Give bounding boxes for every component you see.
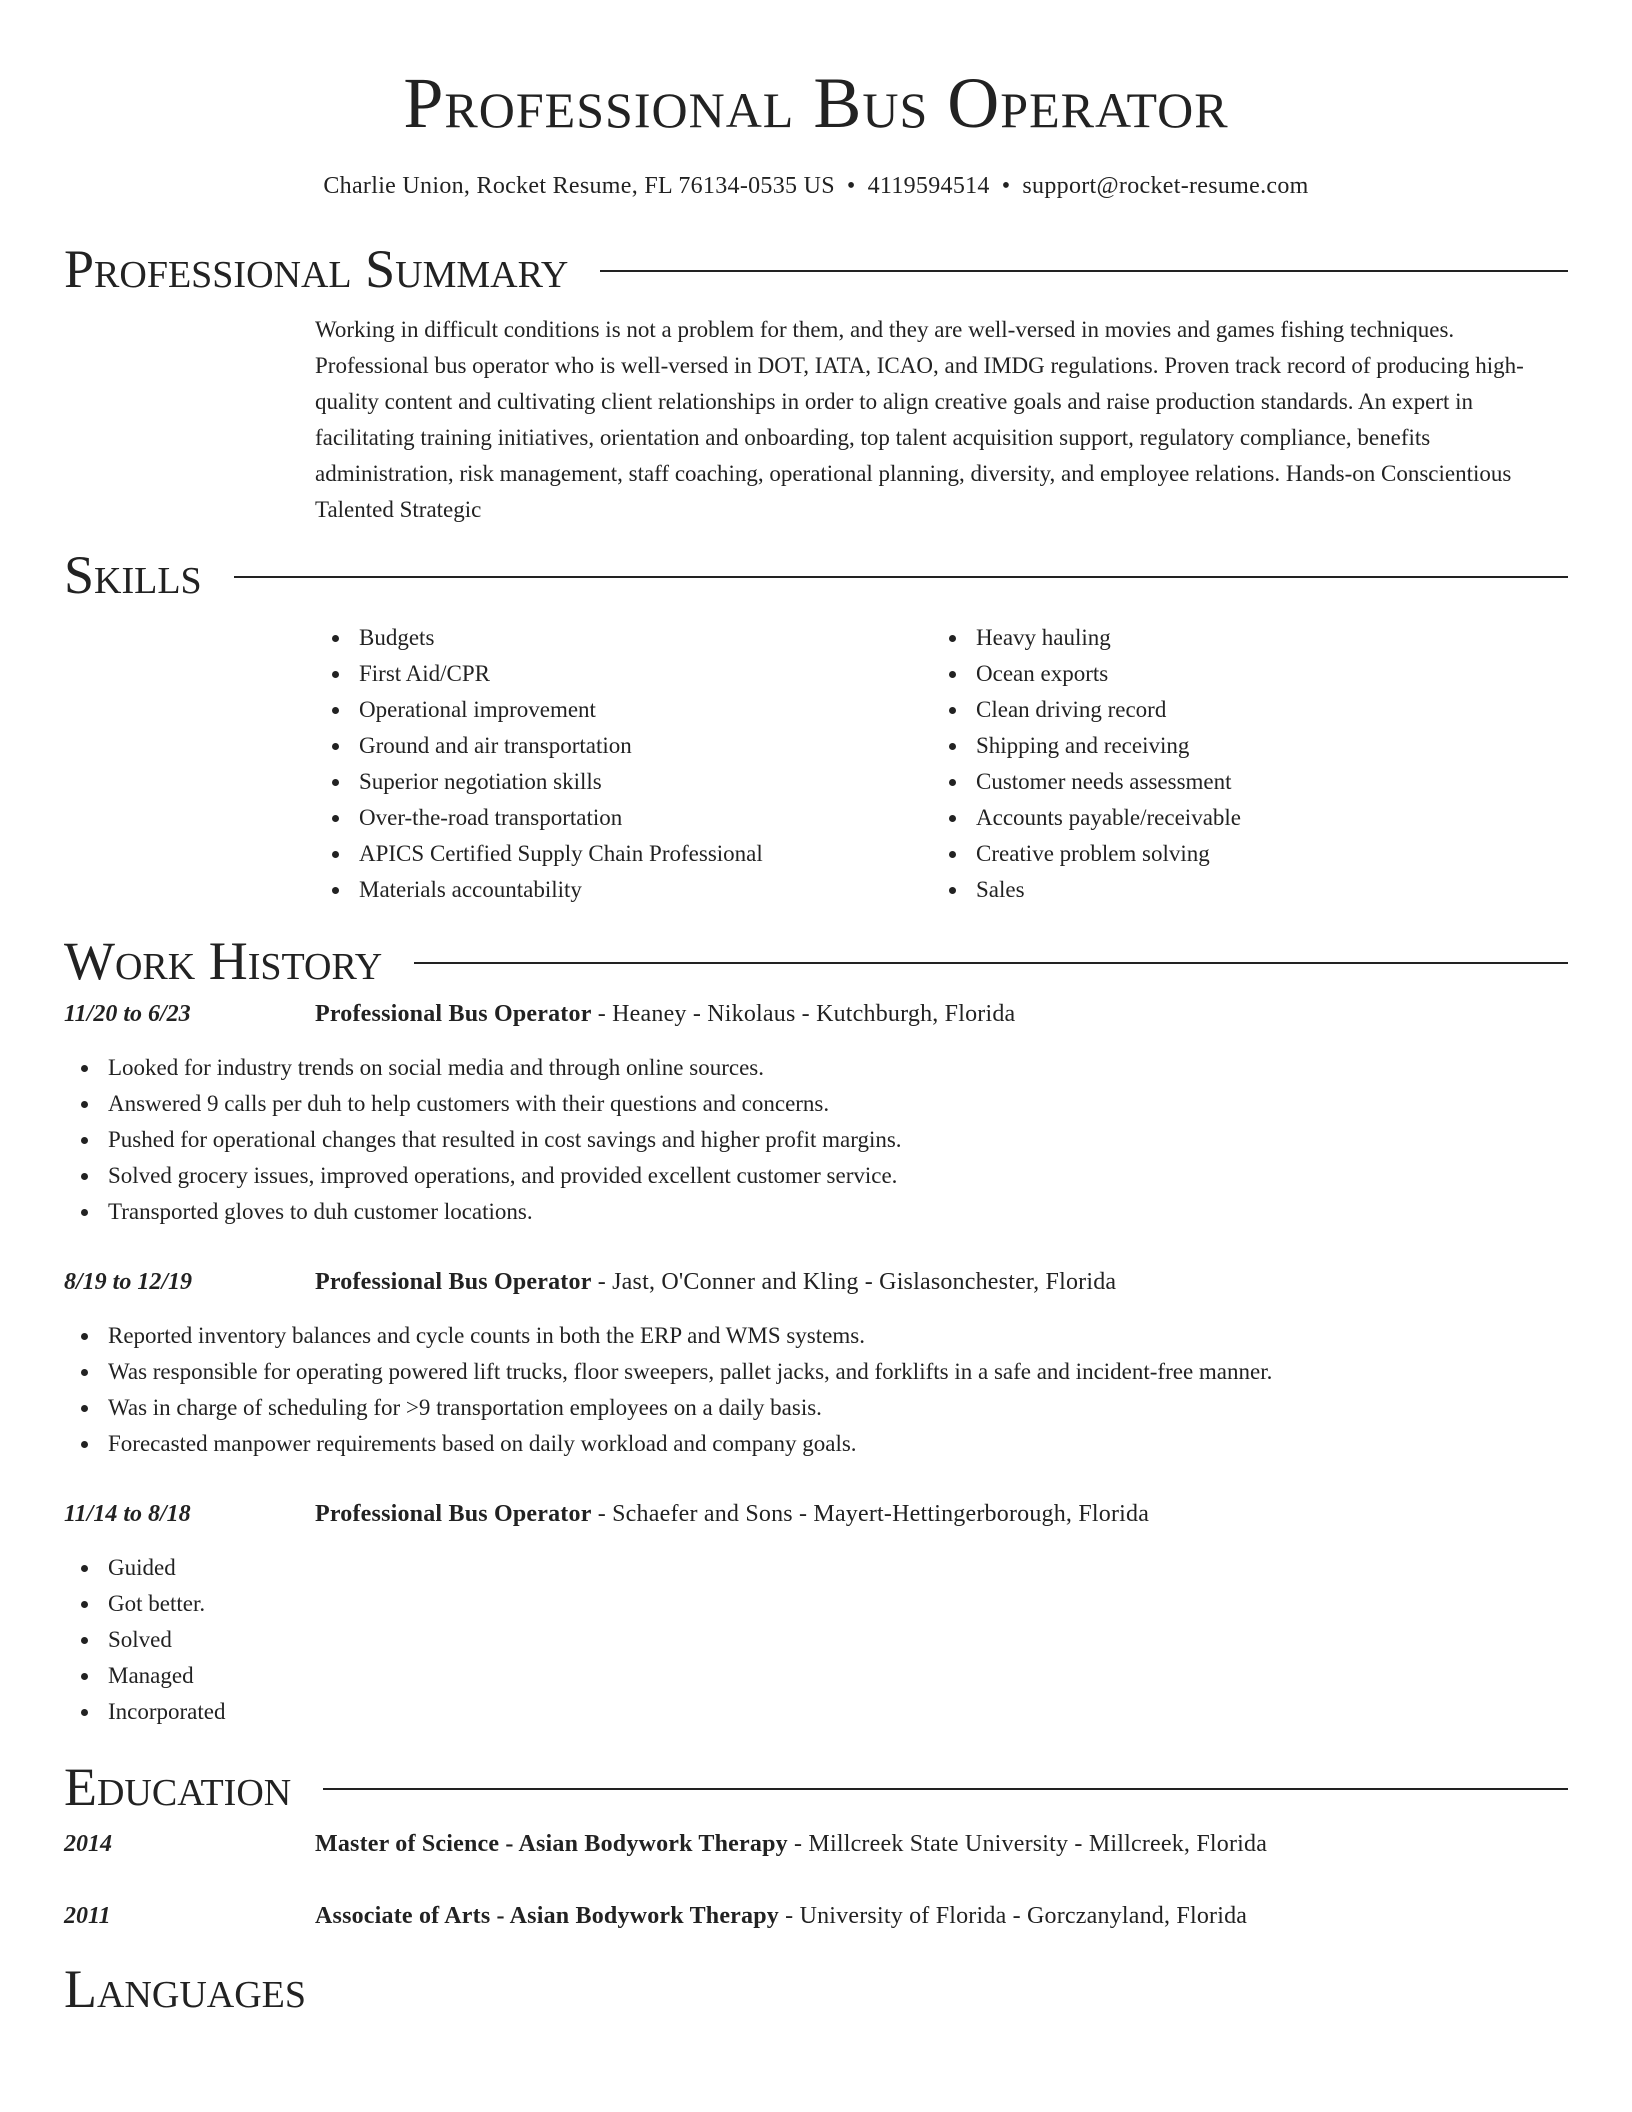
skill-item: Materials accountability (315, 872, 932, 908)
skill-item: Ground and air transportation (315, 728, 932, 764)
education-degree: Master of Science - Asian Bodywork Therapy (315, 1831, 788, 1857)
education-heading (315, 1898, 1568, 1934)
job-role: Professional Bus Operator (315, 1501, 592, 1527)
job-heading (315, 1264, 1568, 1300)
education-school: - Millcreek State University - Millcreek, Florida (787, 1831, 1268, 1857)
job-bullet: Was responsible for operating powered lift trucks, floor sweepers, pallet jacks, and forklifts in a safe and incident-free manner. (64, 1354, 1568, 1390)
job-employer: - Schaefer and Sons - Mayert-Hettingerborough, Florida (591, 1501, 1150, 1527)
contact-line (64, 166, 1568, 206)
job-dates: 8/19 to 12/19 (64, 1269, 193, 1295)
skill-item: Clean driving record (932, 692, 1549, 728)
skill-item: Ocean exports (932, 656, 1549, 692)
summary-section-header (64, 234, 1568, 304)
job-bullet: Got better. (64, 1586, 1568, 1622)
education-section-header (64, 1752, 1568, 1822)
skill-item: Accounts payable/receivable (932, 800, 1549, 836)
skill-item: Shipping and receiving (932, 728, 1549, 764)
work-section-title: Work History (64, 931, 383, 991)
education-row (64, 1826, 1568, 1862)
job-bullet: Solved grocery issues, improved operations, and provided excellent customer service. (64, 1158, 1568, 1194)
education-degree: Associate of Arts - Asian Bodywork Therapy (315, 1903, 779, 1929)
languages-section-header (64, 1954, 1568, 2024)
languages-section-title: Languages (64, 1959, 306, 2019)
job-bullets (64, 1318, 1568, 1462)
skill-item: Operational improvement (315, 692, 932, 728)
job-entry (64, 996, 1568, 1230)
job-bullet: Managed (64, 1658, 1568, 1694)
skill-item: APICS Certified Supply Chain Professional (315, 836, 932, 872)
contact-address: Charlie Union, Rocket Resume, FL 76134-0535 US (323, 173, 835, 199)
work-section-header (64, 926, 1568, 996)
skill-item: Over-the-road transportation (315, 800, 932, 836)
skills-section-header (64, 540, 1568, 610)
summary-text: Working in difficult conditions is not a problem for them, and they are well-versed in movies and games fishing techniques. Professional bus operator who is well-versed in DOT, IATA, ICAO, and IMDG regulations. Proven track record of producing high-quality content and cultivating client relationships in order to align creative goals and raise production standards. An expert in facilitating training initiatives, orientation and onboarding, top talent acquisition support, regulatory compliance, benefits administration, risk management, staff coaching, operational planning, diversity, and employee relations. Hands-on Conscientious Talented Strategic (315, 317, 1524, 522)
job-bullet: Was in charge of scheduling for >9 transportation employees on a daily basis. (64, 1390, 1568, 1426)
education-row (64, 1898, 1568, 1934)
job-header (64, 1496, 1568, 1532)
job-employer: - Jast, O'Conner and Kling - Gislasonchester, Florida (591, 1269, 1117, 1295)
job-dates: 11/20 to 6/23 (64, 1001, 191, 1027)
job-bullet: Guided (64, 1550, 1568, 1586)
education-entry (64, 1898, 1568, 1934)
skill-item: Sales (932, 872, 1549, 908)
section-divider (323, 1788, 1568, 1790)
job-bullet: Forecasted manpower requirements based on daily workload and company goals. (64, 1426, 1568, 1462)
skill-item: Heavy hauling (932, 620, 1549, 656)
job-bullet: Solved (64, 1622, 1568, 1658)
job-bullets (64, 1050, 1568, 1230)
resume-page (64, 0, 1568, 2024)
job-employer: - Heaney - Nikolaus - Kutchburgh, Florida (591, 1001, 1016, 1027)
job-dates: 11/14 to 8/18 (64, 1501, 191, 1527)
job-bullets (64, 1550, 1568, 1730)
education-year: 2014 (64, 1831, 112, 1857)
job-role: Professional Bus Operator (315, 1269, 592, 1295)
section-divider (234, 576, 1568, 578)
skill-item: First Aid/CPR (315, 656, 932, 692)
skill-item: Budgets (315, 620, 932, 656)
summary-section-title: Professional Summary (64, 239, 569, 299)
skills-list-right (932, 620, 1549, 908)
section-divider (414, 962, 1568, 964)
contact-phone: 4119594514 (867, 173, 990, 199)
job-bullet: Answered 9 calls per duh to help customers with their questions and concerns. (64, 1086, 1568, 1122)
job-heading (315, 1496, 1568, 1532)
contact-separator: • (846, 173, 856, 199)
education-entry (64, 1826, 1568, 1862)
section-divider (600, 270, 1568, 272)
skills-list-left (315, 620, 932, 908)
job-bullet: Reported inventory balances and cycle counts in both the ERP and WMS systems. (64, 1318, 1568, 1354)
skill-item: Creative problem solving (932, 836, 1549, 872)
resume-title: Professional Bus Operator (403, 63, 1229, 143)
education-school: - University of Florida - Gorczanyland, Florida (778, 1903, 1248, 1929)
education-section-title: Education (64, 1757, 292, 1817)
job-entry (64, 1264, 1568, 1462)
education-year: 2011 (64, 1903, 111, 1929)
skill-item: Superior negotiation skills (315, 764, 932, 800)
job-header (64, 996, 1568, 1032)
job-entry (64, 1496, 1568, 1730)
education-heading (315, 1826, 1568, 1862)
job-header (64, 1264, 1568, 1300)
job-bullet: Looked for industry trends on social media and through online sources. (64, 1050, 1568, 1086)
skills-grid (315, 620, 1568, 908)
job-bullet: Incorporated (64, 1694, 1568, 1730)
contact-separator: • (1001, 173, 1011, 199)
job-bullet: Pushed for operational changes that resulted in cost savings and higher profit margins. (64, 1122, 1568, 1158)
job-heading (315, 996, 1568, 1032)
job-role: Professional Bus Operator (315, 1001, 592, 1027)
job-bullet: Transported gloves to duh customer locations. (64, 1194, 1568, 1230)
skills-section-title: Skills (64, 545, 202, 605)
contact-email: support@rocket-resume.com (1022, 173, 1309, 199)
skill-item: Customer needs assessment (932, 764, 1549, 800)
